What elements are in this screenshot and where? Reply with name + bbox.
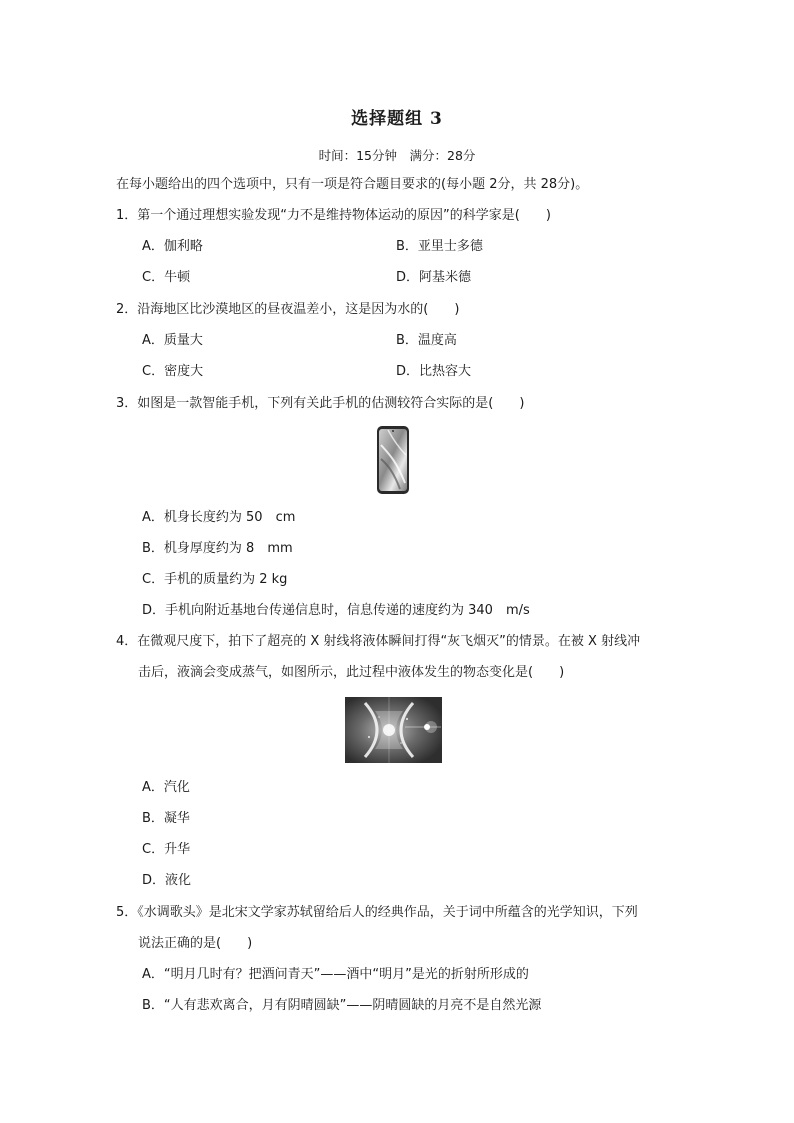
question-5-stem-line1: 5．《水调歌头》是北宋文学家苏轼留给后人的经典作品，关于词中所蕴含的光学知识，下列 <box>116 905 638 920</box>
xray-droplet-image <box>345 697 442 763</box>
question-1-stem: 1．第一个通过理想实验发现“力不是维持物体运动的原因”的科学家是( ) <box>116 208 551 223</box>
q2-option-a[interactable]: A．质量大 <box>142 333 203 348</box>
q2-option-b[interactable]: B．温度高 <box>396 333 457 348</box>
exam-meta: 时间：15分钟 满分：28分 <box>318 148 476 163</box>
question-4-stem-line1: 4．在微观尺度下，拍下了超亮的 X 射线将液体瞬间打得“灰飞烟灭”的情景。在被 X 射线冲 <box>116 634 641 649</box>
q1-option-c[interactable]: C．牛顿 <box>142 270 191 285</box>
q4-option-b[interactable]: B．凝华 <box>142 811 190 826</box>
smartphone-image <box>376 425 410 495</box>
q2-option-d[interactable]: D．比热容大 <box>396 364 472 379</box>
page-title: 选择题组 3 <box>351 109 443 129</box>
q5-option-b[interactable]: B．“人有悲欢离合，月有阴晴圆缺”——阴晴圆缺的月亮不是自然光源 <box>142 998 542 1013</box>
q3-option-d[interactable]: D．手机向附近基地台传递信息时，信息传递的速度约为 340 m/s <box>142 603 530 618</box>
question-2-stem: 2．沿海地区比沙漠地区的昼夜温差小，这是因为水的( ) <box>116 302 460 317</box>
q1-option-a[interactable]: A．伽利略 <box>142 239 203 254</box>
question-5-stem-line2: 说法正确的是( ) <box>138 936 253 951</box>
question-3-stem: 3．如图是一款智能手机，下列有关此手机的估测较符合实际的是( ) <box>116 396 525 411</box>
q5-option-a[interactable]: A．“明月几时有？把酒问青天”——酒中“明月”是光的折射所形成的 <box>142 967 529 982</box>
question-4-stem-line2: 击后，液滴会变成蒸气，如图所示，此过程中液体发生的物态变化是( ) <box>138 665 565 680</box>
q2-option-c[interactable]: C．密度大 <box>142 364 204 379</box>
instructions: 在每小题给出的四个选项中，只有一项是符合题目要求的(每小题 2分，共 28分)。 <box>116 177 589 192</box>
q3-option-c[interactable]: C．手机的质量约为 2 kg <box>142 572 288 587</box>
q4-option-d[interactable]: D．液化 <box>142 873 192 888</box>
q3-option-a[interactable]: A．机身长度约为 50 cm <box>142 510 296 525</box>
q4-option-a[interactable]: A．汽化 <box>142 780 190 795</box>
q1-option-d[interactable]: D．阿基米德 <box>396 270 472 285</box>
q3-option-b[interactable]: B．机身厚度约为 8 mm <box>142 541 293 556</box>
q1-option-b[interactable]: B．亚里士多德 <box>396 239 483 254</box>
q4-option-c[interactable]: C．升华 <box>142 842 191 857</box>
